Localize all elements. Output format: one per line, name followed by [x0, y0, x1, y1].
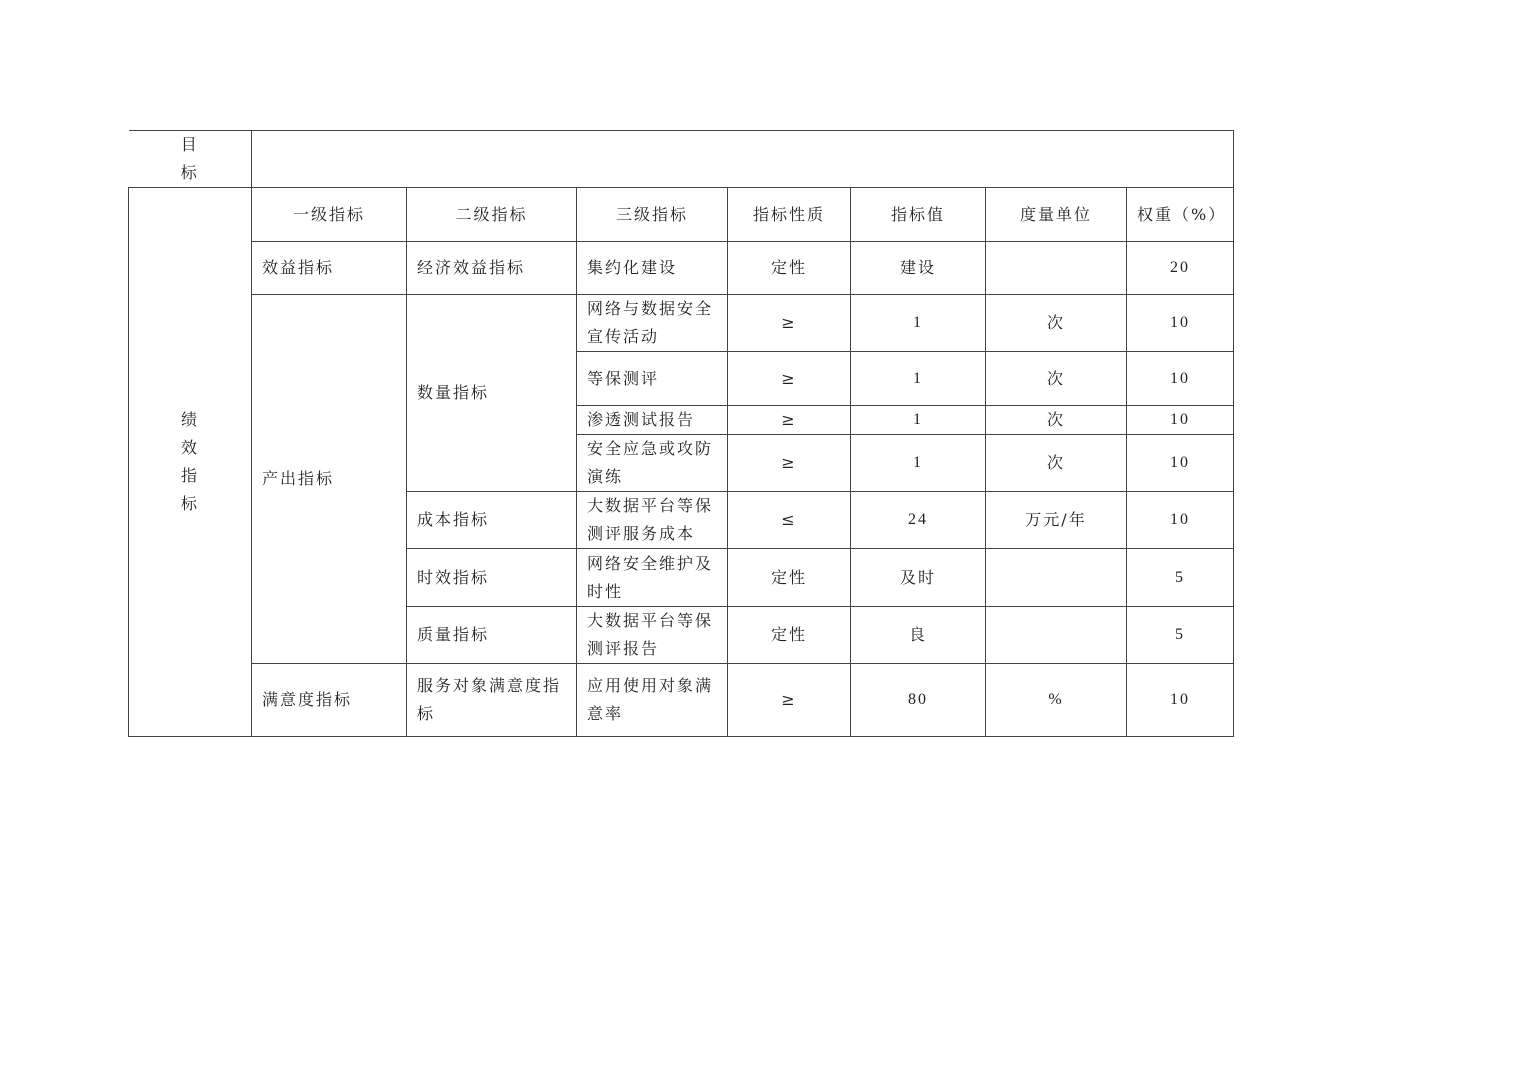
l3-cell: 应用使用对象满意率 — [577, 664, 728, 737]
value-cell: 1 — [851, 435, 986, 492]
nature-cell: 定性 — [728, 607, 851, 664]
weight-cell: 10 — [1127, 435, 1234, 492]
perf-label-cell — [129, 188, 252, 737]
group-benefit: 效益指标 — [252, 242, 407, 295]
weight-cell: 10 — [1127, 492, 1234, 549]
group-output: 产出指标 — [252, 295, 407, 664]
nature-cell: ≥ — [728, 664, 851, 737]
goal-content-cell — [252, 131, 1234, 188]
unit-cell: 次 — [986, 295, 1127, 352]
unit-cell — [986, 242, 1127, 295]
unit-cell: 次 — [986, 352, 1127, 406]
unit-cell: 万元/年 — [986, 492, 1127, 549]
goal-label-cell — [129, 131, 252, 188]
value-cell: 建设 — [851, 242, 986, 295]
weight-cell: 10 — [1127, 406, 1234, 435]
group-quality: 质量指标 — [407, 607, 577, 664]
nature-cell: ≥ — [728, 352, 851, 406]
header-unit: 度量单位 — [986, 188, 1127, 242]
value-cell: 1 — [851, 295, 986, 352]
unit-cell — [986, 549, 1127, 607]
value-cell: 良 — [851, 607, 986, 664]
l3-cell: 集约化建设 — [577, 242, 728, 295]
l3-cell: 大数据平台等保测评服务成本 — [577, 492, 728, 549]
group-timeliness: 时效指标 — [407, 549, 577, 607]
unit-cell: % — [986, 664, 1127, 737]
header-value: 指标值 — [851, 188, 986, 242]
group-service-satisfaction: 服务对象满意度指标 — [407, 664, 577, 737]
nature-cell: ≥ — [728, 295, 851, 352]
header-level1: 一级指标 — [252, 188, 407, 242]
weight-cell: 10 — [1127, 664, 1234, 737]
group-cost: 成本指标 — [407, 492, 577, 549]
header-level2: 二级指标 — [407, 188, 577, 242]
unit-cell — [986, 607, 1127, 664]
group-economic: 经济效益指标 — [407, 242, 577, 295]
nature-cell: 定性 — [728, 549, 851, 607]
header-row — [129, 188, 1234, 242]
l3-cell: 安全应急或攻防演练 — [577, 435, 728, 492]
nature-cell: ≥ — [728, 406, 851, 435]
l3-cell: 网络与数据安全宣传活动 — [577, 295, 728, 352]
unit-cell: 次 — [986, 435, 1127, 492]
unit-cell: 次 — [986, 406, 1127, 435]
goal-row — [129, 131, 1234, 188]
value-cell: 80 — [851, 664, 986, 737]
table-row — [129, 664, 1234, 737]
l3-cell: 渗透测试报告 — [577, 406, 728, 435]
l3-cell: 大数据平台等保测评报告 — [577, 607, 728, 664]
l3-cell: 网络安全维护及时性 — [577, 549, 728, 607]
value-cell: 及时 — [851, 549, 986, 607]
value-cell: 24 — [851, 492, 986, 549]
weight-cell: 5 — [1127, 607, 1234, 664]
header-weight: 权重（%） — [1127, 188, 1234, 242]
value-cell: 1 — [851, 352, 986, 406]
table-row — [129, 295, 1234, 352]
l3-cell: 等保测评 — [577, 352, 728, 406]
nature-cell: ≥ — [728, 435, 851, 492]
header-nature: 指标性质 — [728, 188, 851, 242]
header-level3: 三级指标 — [577, 188, 728, 242]
weight-cell: 10 — [1127, 352, 1234, 406]
group-quantity: 数量指标 — [407, 295, 577, 492]
value-cell: 1 — [851, 406, 986, 435]
goal-label: 目标 — [180, 135, 199, 182]
table-row — [129, 242, 1234, 295]
performance-table — [128, 130, 1234, 737]
weight-cell: 20 — [1127, 242, 1234, 295]
weight-cell: 5 — [1127, 549, 1234, 607]
nature-cell: 定性 — [728, 242, 851, 295]
group-satisfaction: 满意度指标 — [252, 664, 407, 737]
perf-label: 绩效指标 — [180, 410, 199, 513]
nature-cell: ≤ — [728, 492, 851, 549]
weight-cell: 10 — [1127, 295, 1234, 352]
